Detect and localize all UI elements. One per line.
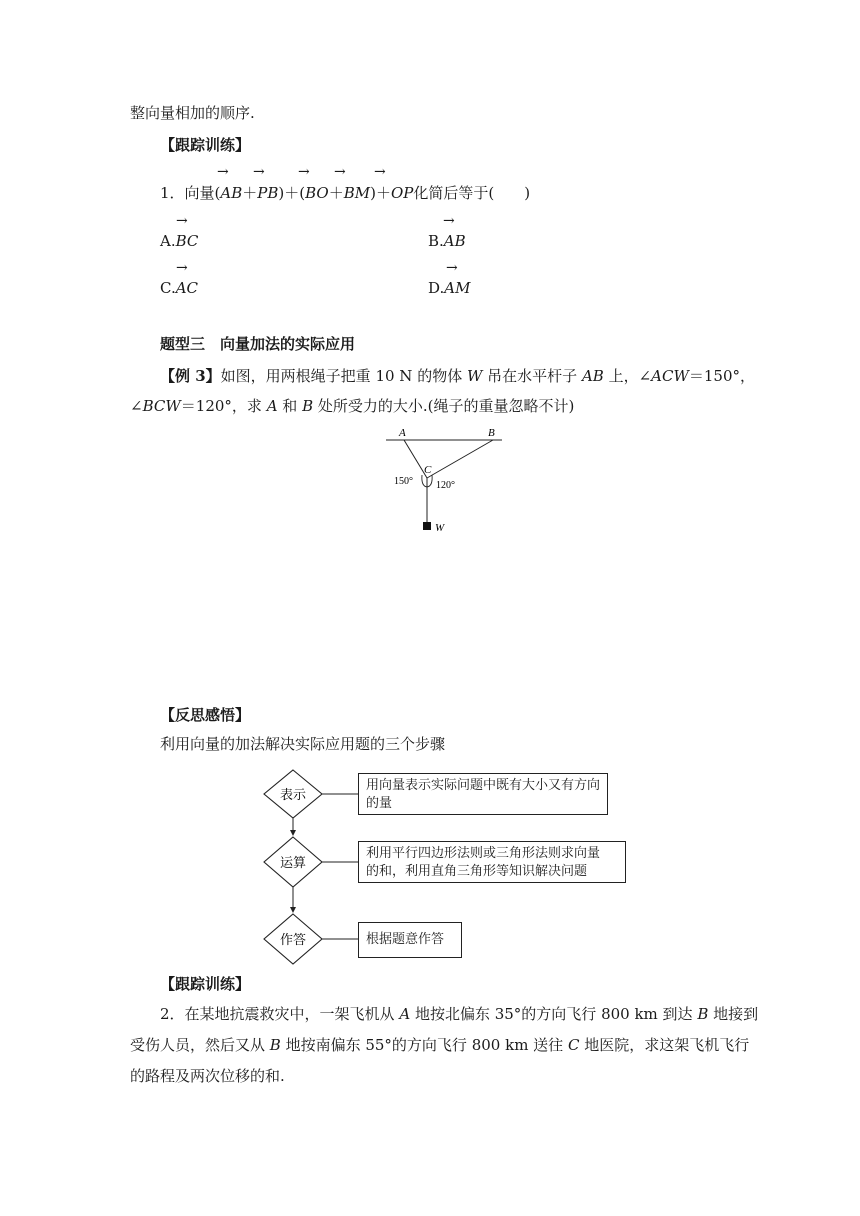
p2-l1c: 地接到 [708,1005,759,1023]
option-c-arrow: → [176,260,188,276]
option-d-vector: AM [444,279,471,297]
step1-desc-line2: 的量 [366,796,393,811]
option-b[interactable] [428,231,466,251]
section3-heading: 题型三 向量加法的实际应用 [160,335,356,353]
ex3-bcw: BCW [142,397,181,415]
rope-bc [427,440,493,478]
q1-vec-bo: BO [305,184,329,202]
ex3-b: B [302,397,314,415]
ex3-t2: 吊在水平杆子 [482,367,582,385]
step2-desc-line2: 的和，利用直角三角形等知识解决问题 [366,864,588,879]
arrow-op: → [374,164,386,180]
example3-label: 【例 3】 [160,367,221,385]
step2-desc-box [358,841,626,883]
option-a-arrow: → [176,213,188,229]
intro-text: 整向量相加的顺序. [130,104,255,122]
option-c-vector: AC [175,279,199,297]
label-b: B [488,427,495,439]
arrow-bm: → [334,164,346,180]
arrow-bo: → [298,164,310,180]
rope-figure [380,420,520,545]
p2-l2a: 受伤人员，然后又从 [130,1036,270,1054]
p2-l1b: 地按北偏东 35°的方向飞行 800 km 到达 [410,1005,698,1023]
p2-l2c: 地医院，求这架飞机飞行 [579,1036,750,1054]
option-d-letter: D. [428,279,445,297]
step3-name: 作答 [279,933,307,948]
q1-plus-2: ＋ [328,184,344,202]
p2-b: B [697,1005,709,1023]
step2-desc-line1: 利用平行四边形法则或三角形法则求向量 [366,846,601,861]
label-a: A [399,427,406,439]
step1-desc-box [358,773,608,815]
option-c[interactable] [160,278,198,298]
option-b-letter: B. [428,232,444,250]
q1-plus-1: ＋ [242,184,258,202]
ex3-t4: ＝150°， [688,367,756,385]
practice1-heading: 【跟踪训练】 [160,136,251,154]
p2-b2: B [269,1036,281,1054]
q1-text-1: 向量( [184,184,221,202]
ex3-t3: 上，∠ [603,367,652,385]
option-a[interactable] [160,231,198,251]
ex3-l2d: 处所受力的大小.(绳子的重量忽略不计) [313,397,575,415]
option-d[interactable] [428,278,470,298]
step1-desc-line1: 用向量表示实际问题中既有大小又有方向 [366,778,601,793]
q1-text-4: 化简后等于( ) [413,184,531,202]
p2-c: C [567,1036,580,1054]
q1-number: 1． [160,184,185,202]
practice2-line3: 的路程及两次位移的和. [130,1067,285,1085]
p2-l1a: 2．在某地抗震救灾中，一架飞机从 [160,1005,400,1023]
q1-vec-pb: PB [257,184,279,202]
reflection-heading: 【反思感悟】 [160,706,251,724]
q1-vec-ab: AB [220,184,243,202]
option-a-vector: BC [175,232,199,250]
ex3-ab: AB [581,367,604,385]
q1-vec-bm: BM [343,184,371,202]
label-c: C [424,464,432,476]
step2-name: 运算 [279,856,307,871]
label-w: W [435,522,445,534]
step3-desc-box [358,922,462,958]
q1-text-2: )＋( [278,184,306,202]
option-d-arrow: → [446,260,458,276]
option-a-letter: A. [160,232,176,250]
option-b-vector: AB [443,232,466,250]
ex3-w: W [466,367,483,385]
weight-block [423,522,431,530]
q1-vec-op: OP [391,184,414,202]
arrow-ab: → [217,164,229,180]
option-c-letter: C. [160,279,176,297]
practice2-line2 [130,1035,749,1055]
ex3-l2b: ＝120°，求 [180,397,267,415]
option-b-arrow: → [443,213,455,229]
ex3-t1: 如图，用两根绳子把重 10 N 的物体 [220,367,467,385]
ex3-l2c: 和 [277,397,303,415]
step3-desc-line1: 根据题意作答 [366,932,445,947]
example3-line1 [160,366,755,386]
arrow-pb: → [253,164,265,180]
p2-a: A [399,1005,411,1023]
practice2-heading: 【跟踪训练】 [160,975,251,993]
p2-l2b: 地按南偏东 55°的方向飞行 800 km 送往 [280,1036,568,1054]
q1-text-3: )＋ [370,184,391,202]
ex3-a: A [266,397,278,415]
reflection-intro: 利用向量的加法解决实际应用题的三个步骤 [160,735,446,753]
angle-120: 120° [436,480,455,491]
practice2-line1 [160,1004,758,1024]
ex3-acw: ACW [651,367,689,385]
angle-150: 150° [394,476,413,487]
question1 [160,183,530,203]
example3-line2 [130,396,574,416]
ex3-l2a: ∠ [130,397,143,415]
step1-name: 表示 [279,788,307,803]
